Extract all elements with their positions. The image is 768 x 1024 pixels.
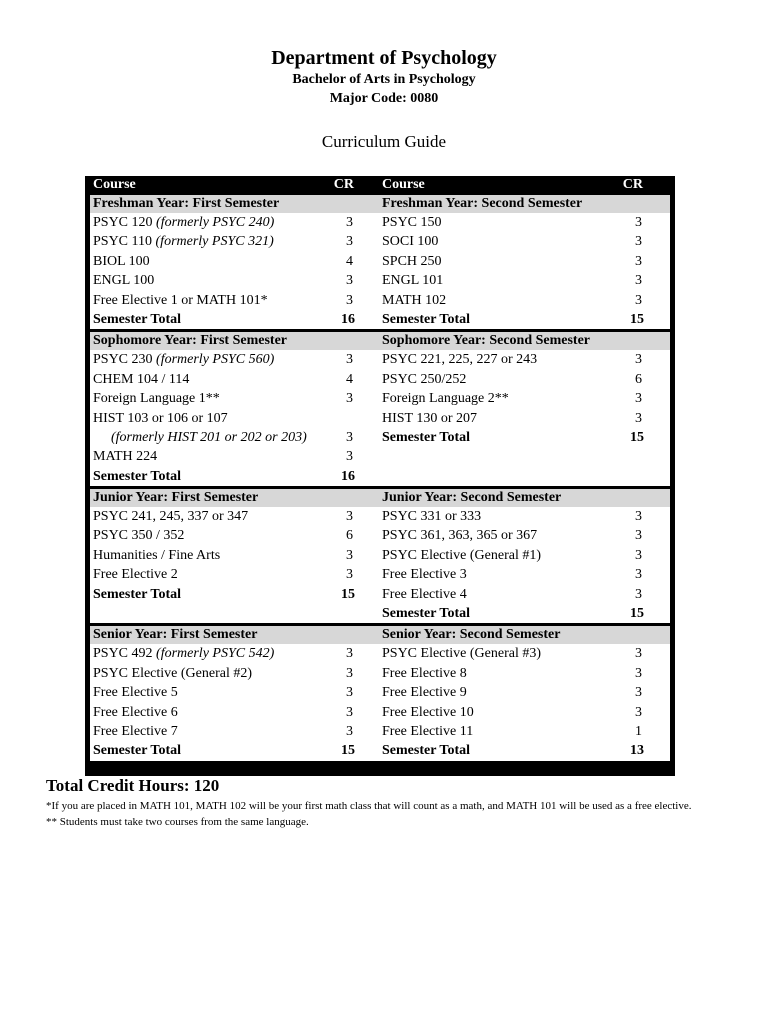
- credit-value: 3: [346, 665, 353, 681]
- semester-block: [90, 489, 381, 623]
- semester-block: [379, 626, 670, 760]
- course-row: [90, 428, 381, 447]
- credit-value: 3: [635, 646, 642, 662]
- course-row: [379, 409, 670, 428]
- course-row: [90, 232, 381, 251]
- credit-value: 3: [346, 292, 353, 308]
- credit-value: 1: [635, 723, 642, 739]
- credit-value: 3: [635, 215, 642, 230]
- course-name: [382, 232, 438, 251]
- semester-total-row: [379, 428, 670, 447]
- course-row: [90, 252, 381, 271]
- semester-total-row: [379, 741, 670, 760]
- credit-value: 3: [635, 292, 642, 308]
- course-code: Free Elective 6: [93, 704, 178, 720]
- course-name: [93, 370, 189, 389]
- semester-heading: Freshman Year: Second Semester: [379, 195, 670, 213]
- course-row: [379, 565, 670, 584]
- course-name: [382, 722, 473, 741]
- course-name: [93, 683, 178, 702]
- footnote-language: ** Students must take two courses from the same language.: [46, 816, 309, 828]
- semester-heading: Junior Year: Second Semester: [379, 489, 670, 507]
- semester-total-value: 16: [341, 311, 355, 327]
- credit-value: 4: [346, 371, 353, 387]
- course-row: [90, 389, 381, 408]
- course-code: PSYC 230: [93, 352, 153, 368]
- total-credit-hours: Total Credit Hours: 120: [46, 776, 220, 795]
- semester-total-label: Semester Total: [93, 586, 182, 602]
- credit-value: 3: [346, 449, 353, 465]
- course-name: [93, 565, 178, 584]
- course-name: [93, 703, 178, 722]
- course-code: PSYC Elective (General #3): [382, 646, 542, 662]
- department-title: Department of Psychology: [271, 47, 497, 69]
- credit-value: 3: [635, 509, 642, 525]
- course-row: [90, 507, 381, 526]
- course-name: [93, 526, 184, 545]
- course-code: PSYC Elective (General #2): [93, 665, 253, 681]
- course-row: [379, 722, 670, 741]
- course-code: BIOL 100: [93, 253, 150, 269]
- course-row: [379, 350, 670, 369]
- course-name: [93, 389, 220, 408]
- course-name: [382, 252, 442, 271]
- course-name: [382, 703, 474, 722]
- credit-value: 3: [346, 234, 353, 250]
- column-header: [90, 176, 381, 195]
- semester-total-value: 13: [630, 743, 644, 759]
- credit-value: 3: [635, 586, 642, 602]
- course-code: SOCI 100: [382, 234, 439, 250]
- empty-row: [379, 447, 670, 466]
- semester-heading: Sophomore Year: First Semester: [90, 332, 381, 350]
- credit-value: 3: [635, 352, 642, 368]
- guide-title: Curriculum Guide: [321, 132, 447, 151]
- right-column: [379, 176, 670, 764]
- course-row: [90, 722, 381, 741]
- course-name: [93, 507, 248, 526]
- course-name: [382, 350, 537, 369]
- course-row: [90, 565, 381, 584]
- former-course-note: (formerly HIST 201 or 202 or 203): [111, 429, 307, 445]
- semester-block: [90, 626, 381, 760]
- credit-value: 6: [635, 371, 642, 387]
- course-name: [93, 271, 154, 290]
- course-code: MATH 224: [93, 449, 158, 465]
- semester-block: [379, 195, 670, 329]
- course-name: [382, 409, 477, 428]
- semester-total-value: 16: [341, 468, 355, 484]
- course-row: [379, 526, 670, 545]
- semester-total-value: 15: [630, 606, 644, 622]
- course-row: [90, 664, 381, 683]
- course-name: [382, 664, 467, 683]
- course-name: [382, 370, 466, 389]
- course-code: Humanities / Fine Arts: [93, 547, 221, 563]
- credit-value: 3: [346, 685, 353, 701]
- course-row: [90, 271, 381, 290]
- course-row: [90, 213, 381, 232]
- semester-heading: Senior Year: First Semester: [90, 626, 381, 644]
- credit-value: 6: [346, 528, 353, 544]
- course-name: [382, 526, 537, 545]
- course-row: [90, 703, 381, 722]
- former-course-note: (formerly PSYC 560): [156, 352, 275, 368]
- course-row: [379, 291, 670, 310]
- course-name: [93, 722, 178, 741]
- course-name: [382, 683, 467, 702]
- semester-total-label: Semester Total: [382, 606, 471, 622]
- course-code: Free Elective 2: [93, 567, 178, 583]
- semester-total-value: 15: [341, 586, 355, 602]
- footnote-math: *If you are placed in MATH 101, MATH 102 will be your first math class that will count as a math, and MATH 101 will be used as a free elective.: [46, 800, 692, 812]
- course-code: Free Elective 9: [382, 685, 467, 701]
- course-code: ENGL 101: [382, 273, 444, 289]
- course-code: PSYC 241, 245, 337 or 347: [93, 509, 249, 525]
- credit-value: 3: [346, 273, 353, 289]
- semester-total-label: Semester Total: [382, 429, 471, 445]
- course-name: [382, 585, 467, 604]
- credit-value: 3: [635, 410, 642, 426]
- credit-value: 3: [635, 234, 642, 250]
- semester-total-value: 15: [630, 429, 644, 445]
- semester-total-row: [90, 585, 381, 604]
- credit-value: 4: [346, 253, 353, 269]
- credit-value: 3: [635, 685, 642, 701]
- left-column: [90, 176, 381, 764]
- course-row: [379, 271, 670, 290]
- course-code: PSYC 120: [93, 215, 153, 230]
- empty-row: [90, 604, 381, 623]
- course-code: SPCH 250: [382, 253, 442, 269]
- credit-value: 3: [346, 723, 353, 739]
- former-course-note: (formerly PSYC 542): [156, 646, 275, 662]
- semester-total-label: Semester Total: [93, 743, 182, 759]
- semester-heading: Freshman Year: First Semester: [90, 195, 381, 213]
- semester-heading: Junior Year: First Semester: [90, 489, 381, 507]
- course-code: Free Elective 3: [382, 567, 467, 583]
- course-code: Free Elective 7: [93, 723, 178, 739]
- semester-total-row: [90, 310, 381, 329]
- course-name: [93, 213, 274, 232]
- semester-total-row: [379, 604, 670, 623]
- credit-value: 3: [635, 273, 642, 289]
- credit-value: 3: [635, 391, 642, 407]
- credit-value: 3: [635, 547, 642, 563]
- credit-value: 3: [346, 547, 353, 563]
- course-row: [90, 370, 381, 389]
- course-row: [379, 252, 670, 271]
- course-row: [379, 546, 670, 565]
- course-code: PSYC 150: [382, 215, 442, 230]
- credit-value: 3: [346, 567, 353, 583]
- curriculum-table: [85, 176, 675, 776]
- course-name: [382, 271, 443, 290]
- credit-value: 3: [346, 704, 353, 720]
- course-name: [93, 546, 220, 565]
- course-code: PSYC 350 / 352: [93, 528, 185, 544]
- course-name: [382, 507, 481, 526]
- course-name: [382, 644, 541, 663]
- credit-value: 3: [635, 567, 642, 583]
- course-code: PSYC 221, 225, 227 or 243: [382, 352, 538, 368]
- cr-header: CR: [622, 177, 643, 192]
- course-row: [379, 644, 670, 663]
- course-code: PSYC 110: [93, 234, 153, 250]
- course-name: [93, 447, 157, 466]
- course-code: Free Elective 1 or MATH 101*: [93, 292, 268, 308]
- course-code: PSYC 331 or 333: [382, 509, 482, 525]
- semester-total-row: [90, 467, 381, 486]
- semester-block: [90, 332, 381, 486]
- course-row: [90, 447, 381, 466]
- course-row: [90, 546, 381, 565]
- semester-total-row: [379, 310, 670, 329]
- course-row: [90, 409, 381, 428]
- credit-value: 3: [635, 253, 642, 269]
- cr-header: CR: [333, 177, 354, 192]
- course-row: [379, 389, 670, 408]
- course-header: Course: [382, 177, 425, 192]
- course-row: [90, 291, 381, 310]
- course-code: Free Elective 10: [382, 704, 474, 720]
- semester-total-label: Semester Total: [382, 743, 471, 759]
- credit-value: 3: [346, 509, 353, 525]
- semester-block: [90, 195, 381, 329]
- course-name: [382, 291, 446, 310]
- course-name: [382, 213, 442, 232]
- course-header: Course: [93, 177, 136, 192]
- course-name: [93, 664, 252, 683]
- course-row: [90, 644, 381, 663]
- course-row: [379, 703, 670, 722]
- course-row: [379, 232, 670, 251]
- course-code: Foreign Language 2**: [382, 391, 509, 407]
- course-row: [90, 526, 381, 545]
- footnotes: [46, 798, 736, 830]
- semester-heading: Sophomore Year: Second Semester: [379, 332, 670, 350]
- course-code: ENGL 100: [93, 273, 155, 289]
- credit-value: 3: [635, 528, 642, 544]
- course-code: PSYC 492: [93, 646, 153, 662]
- empty-row: [379, 467, 670, 486]
- course-row: [90, 683, 381, 702]
- course-name: [93, 232, 274, 251]
- course-code: MATH 102: [382, 292, 447, 308]
- course-name: [93, 291, 268, 310]
- course-row: [379, 683, 670, 702]
- course-code: PSYC 361, 363, 365 or 367: [382, 528, 538, 544]
- course-code: PSYC Elective (General #1): [382, 547, 542, 563]
- semester-total-value: 15: [341, 743, 355, 759]
- course-name: [111, 428, 307, 447]
- former-course-note: (formerly PSYC 240): [156, 215, 275, 230]
- credit-value: 3: [346, 215, 353, 230]
- course-row: [379, 585, 670, 604]
- credit-value: 3: [635, 665, 642, 681]
- semester-total-label: Semester Total: [382, 311, 471, 327]
- course-code: Free Elective 4: [382, 586, 467, 602]
- course-name: [93, 409, 228, 428]
- column-header: [379, 176, 670, 195]
- course-code: Free Elective 5: [93, 685, 178, 701]
- semester-total-value: 15: [630, 311, 644, 327]
- semester-block: [379, 489, 670, 623]
- semester-block: [379, 332, 670, 486]
- course-name: [382, 546, 541, 565]
- course-name: [93, 644, 274, 663]
- credit-value: 3: [635, 704, 642, 720]
- course-code: HIST 130 or 207: [382, 410, 478, 426]
- credit-value: 3: [346, 646, 353, 662]
- course-code: Foreign Language 1**: [93, 391, 220, 407]
- course-name: [93, 252, 150, 271]
- former-course-note: (formerly PSYC 321): [155, 234, 274, 250]
- major-code: Major Code: 0080: [329, 91, 439, 106]
- semester-total-label: Semester Total: [93, 468, 182, 484]
- credit-value: 3: [346, 352, 353, 368]
- course-name: [382, 565, 467, 584]
- credit-value: 3: [346, 391, 353, 407]
- credit-value: 3: [346, 429, 353, 445]
- semester-heading: Senior Year: Second Semester: [379, 626, 670, 644]
- course-code: Free Elective 11: [382, 723, 474, 739]
- course-code: Free Elective 8: [382, 665, 467, 681]
- semester-total-label: Semester Total: [93, 311, 182, 327]
- course-row: [379, 664, 670, 683]
- course-code: CHEM 104 / 114: [93, 371, 190, 387]
- course-code: HIST 103 or 106 or 107: [93, 410, 228, 426]
- course-row: [379, 507, 670, 526]
- degree-name: Bachelor of Arts in Psychology: [292, 72, 476, 87]
- semester-total-row: [90, 741, 381, 760]
- course-name: [93, 350, 274, 369]
- course-row: [379, 370, 670, 389]
- course-row: [379, 213, 670, 232]
- course-row: [90, 350, 381, 369]
- course-code: PSYC 250/252: [382, 371, 467, 387]
- course-name: [382, 389, 509, 408]
